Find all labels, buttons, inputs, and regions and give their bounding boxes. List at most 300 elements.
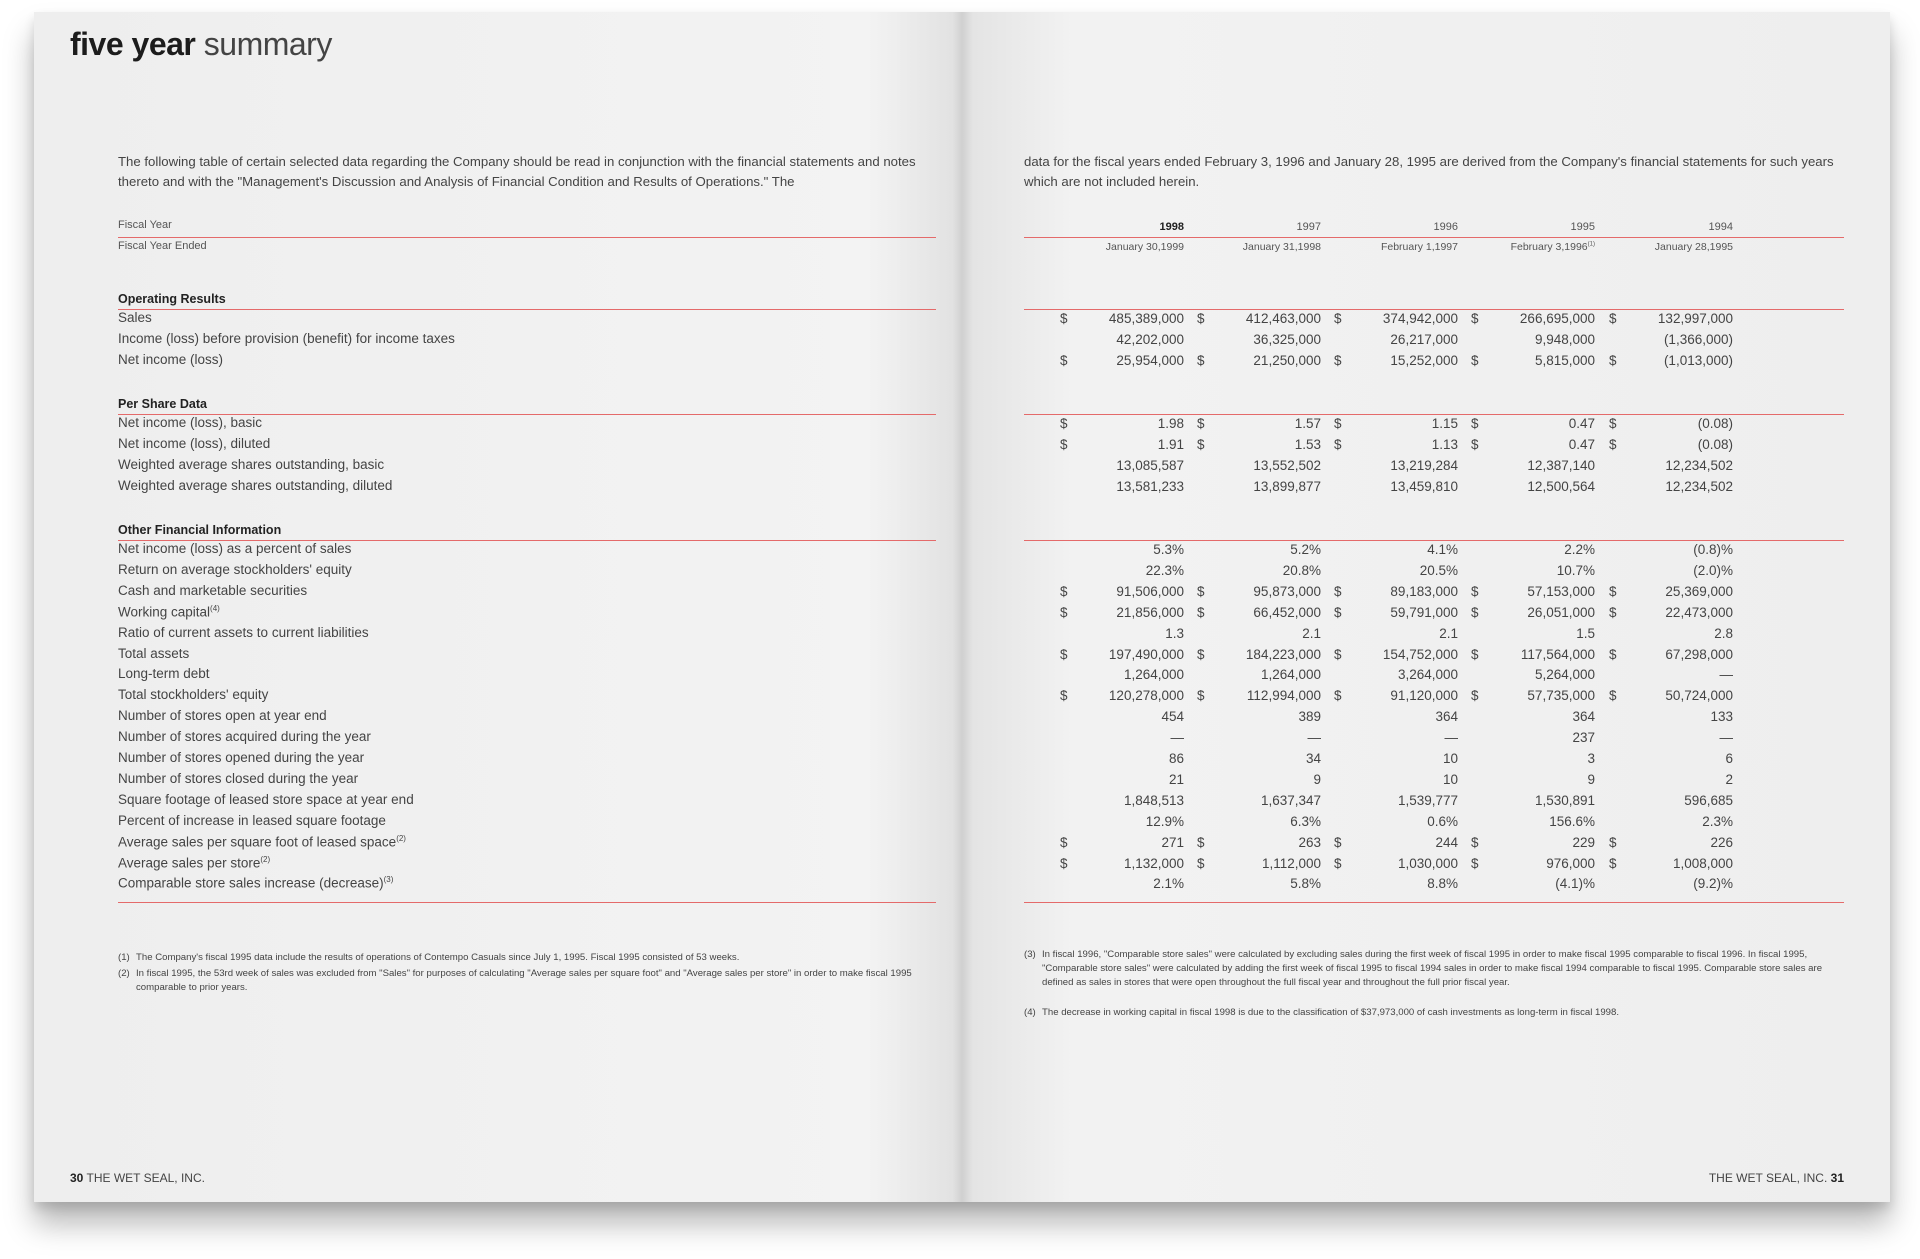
currency-sign: $ (1334, 834, 1342, 850)
table-cell (1471, 856, 1595, 874)
cell-value: 374,942,000 (1382, 311, 1458, 326)
page-number-right: 31 (1830, 1171, 1844, 1185)
cell-value: 21,856,000 (1116, 604, 1184, 620)
table-cell (1197, 479, 1321, 497)
table-cell (1334, 793, 1458, 811)
cell-value: (1,366,000) (1663, 331, 1733, 347)
table-cell (1471, 542, 1595, 560)
row-label (118, 646, 189, 661)
cell-value: 1.13 (1431, 436, 1458, 452)
section-rule-right (1024, 414, 1844, 415)
currency-sign: $ (1334, 604, 1342, 620)
table-cell (1060, 667, 1184, 685)
currency-sign: $ (1334, 416, 1342, 431)
table-cell (1334, 332, 1458, 350)
cell-value: 133 (1710, 709, 1733, 725)
table-cell (1334, 772, 1458, 790)
row-label-text: Weighted average shares outstanding, diluted (118, 477, 393, 493)
cell-value: 42,202,000 (1116, 331, 1184, 347)
table-cell (1334, 353, 1458, 371)
cell-value: 0.6% (1427, 813, 1458, 829)
cell-value: 3,264,000 (1397, 667, 1458, 683)
cell-value: 596,685 (1684, 792, 1733, 808)
table-cell (1334, 458, 1458, 476)
cell-value: 1,112,000 (1261, 855, 1321, 871)
table-cell (1334, 730, 1458, 748)
cell-value: 1,132,000 (1123, 855, 1184, 871)
row-label (118, 331, 455, 346)
row-label (118, 604, 220, 620)
cell-value: 66,452,000 (1253, 604, 1321, 620)
table-cell (1471, 814, 1595, 832)
cell-value: 229 (1572, 834, 1595, 850)
table-cell (1060, 856, 1184, 874)
table-cell (1197, 667, 1321, 685)
cell-value: 5,264,000 (1534, 667, 1595, 683)
cell-value: 1,539,777 (1397, 792, 1458, 808)
currency-sign: $ (1334, 311, 1342, 326)
table-cell (1334, 479, 1458, 497)
cell-value: 132,997,000 (1657, 311, 1733, 326)
currency-sign: $ (1471, 583, 1479, 599)
column-year-ended-text: January 28,1995 (1654, 241, 1733, 253)
currency-sign: $ (1609, 604, 1617, 620)
footnote-text: The decrease in working capital in fiscal 1998 is due to the classification of $37,973,000 of cash investments as long-term in fiscal 1998. (1042, 1007, 1620, 1018)
column-year-ended-text: January 30,1999 (1105, 241, 1184, 253)
cell-value: 22.3% (1145, 562, 1184, 578)
column-year-ended (1328, 241, 1458, 253)
cell-value: 10 (1442, 771, 1458, 787)
cell-value: 2.2% (1564, 542, 1595, 557)
cell-value: 91,120,000 (1390, 688, 1458, 704)
cell-value: 57,735,000 (1527, 688, 1595, 704)
table-cell (1471, 311, 1595, 329)
currency-sign: $ (1609, 436, 1617, 452)
cell-value: 12,387,140 (1527, 457, 1595, 473)
table-cell (1197, 437, 1321, 455)
table-cell (1060, 751, 1184, 769)
footnote-number: (3) (1024, 949, 1036, 960)
table-cell (1197, 332, 1321, 350)
table-cell (1060, 876, 1184, 894)
row-label (118, 625, 369, 640)
row-label-text: Number of stores opened during the year (118, 750, 365, 765)
column-footnote-ref: (1) (1587, 241, 1595, 248)
cell-value: 8.8% (1427, 876, 1458, 892)
row-label-text: Return on average stockholders' equity (118, 561, 352, 577)
footnote (1024, 948, 1844, 990)
currency-sign: $ (1471, 855, 1479, 871)
table-cell (1197, 688, 1321, 706)
column-year-ended (1603, 241, 1733, 253)
table-cell (1060, 772, 1184, 790)
table-cell (1060, 835, 1184, 853)
cell-value: 5.2% (1290, 542, 1321, 557)
cell-value: 156.6% (1549, 813, 1595, 829)
cell-value: 5.8% (1290, 876, 1321, 892)
table-cell (1334, 542, 1458, 560)
table-cell (1334, 563, 1458, 581)
cell-value: 25,954,000 (1116, 352, 1184, 368)
cell-value: 1,008,000 (1672, 855, 1733, 871)
table-cell (1609, 751, 1733, 769)
cell-value: 1.91 (1157, 436, 1184, 452)
cell-value: 244 (1435, 834, 1458, 850)
table-cell (1197, 353, 1321, 371)
cell-value: 197,490,000 (1108, 646, 1184, 662)
table-cell (1609, 667, 1733, 685)
cell-value: 454 (1161, 709, 1184, 725)
footnote-text: The Company's fiscal 1995 data include the results of operations of Contempo Casuals since July 1, 1995. Fiscal 1995 consisted of 53 weeks. (136, 952, 740, 963)
row-label (118, 478, 392, 493)
row-label-text: Sales (118, 310, 152, 325)
currency-sign: $ (1471, 646, 1479, 662)
currency-sign: $ (1334, 646, 1342, 662)
row-label-text: Working capital (118, 604, 211, 620)
row-label-text: Number of stores closed during the year (118, 770, 359, 786)
cell-value: — (1307, 730, 1321, 746)
table-cell (1471, 772, 1595, 790)
cell-value: 12.9% (1145, 813, 1184, 829)
cell-value: 1,637,347 (1260, 792, 1321, 808)
currency-sign: $ (1609, 352, 1617, 368)
column-year-ended (1191, 241, 1321, 253)
table-cell (1060, 688, 1184, 706)
table-cell (1060, 814, 1184, 832)
header-rule-right (1024, 237, 1844, 238)
table-cell (1471, 709, 1595, 727)
cell-value: 3 (1587, 751, 1595, 766)
cell-value: 15,252,000 (1390, 352, 1458, 368)
currency-sign: $ (1197, 436, 1205, 452)
row-label (118, 687, 268, 702)
cell-value: 237 (1572, 730, 1595, 746)
table-cell (1471, 876, 1595, 894)
row-label-text: Ratio of current assets to current liabilities (118, 624, 369, 640)
row-label-text: Income (loss) before provision (benefit) for income taxes (118, 330, 455, 346)
cell-value: 50,724,000 (1665, 688, 1733, 704)
currency-sign: $ (1334, 436, 1342, 452)
table-cell (1197, 793, 1321, 811)
table-cell (1609, 311, 1733, 329)
cell-value: 271 (1161, 834, 1184, 850)
cell-value: (0.08) (1697, 436, 1733, 452)
bottom-rule-left (118, 902, 936, 903)
table-cell (1197, 626, 1321, 644)
cell-value: 12,500,564 (1527, 478, 1595, 494)
column-year: 1994 (1708, 221, 1733, 233)
currency-sign: $ (1060, 646, 1068, 662)
table-cell (1334, 584, 1458, 602)
table-cell (1471, 458, 1595, 476)
cell-value: 22,473,000 (1665, 604, 1733, 620)
cell-value: 26,051,000 (1527, 604, 1595, 620)
row-label-text: Number of stores open at year end (118, 708, 327, 724)
cell-value: 12,234,502 (1665, 478, 1733, 494)
table-cell (1060, 605, 1184, 623)
table-cell (1471, 479, 1595, 497)
table-cell (1197, 647, 1321, 665)
currency-sign: $ (1471, 416, 1479, 431)
cell-value: (9.2)% (1693, 876, 1733, 892)
table-cell (1609, 563, 1733, 581)
cell-value: 1,264,000 (1123, 667, 1184, 683)
cell-value: 13,085,587 (1116, 457, 1184, 473)
cell-value: 26,217,000 (1390, 331, 1458, 347)
currency-sign: $ (1609, 855, 1617, 871)
cell-value: 2.3% (1702, 813, 1733, 829)
currency-sign: $ (1471, 311, 1479, 326)
cell-value: 89,183,000 (1390, 583, 1458, 599)
cell-value: (0.08) (1697, 416, 1733, 431)
cell-value: 364 (1435, 709, 1458, 725)
cell-value: 9 (1313, 771, 1321, 787)
table-cell (1060, 416, 1184, 434)
currency-sign: $ (1609, 688, 1617, 704)
cell-value: 364 (1572, 709, 1595, 725)
footer-right (1709, 1171, 1844, 1185)
currency-sign: $ (1060, 416, 1068, 431)
column-year-ended (1054, 241, 1184, 253)
footnote-text: In fiscal 1995, the 53rd week of sales was excluded from "Sales" for purposes of calculating "Average sales per square foot" and "Average sales per store" in order to make fiscal 1995 comparable to prior years. (136, 968, 912, 993)
currency-sign: $ (1197, 352, 1205, 368)
table-cell (1334, 856, 1458, 874)
row-label-text: Net income (loss), basic (118, 415, 263, 430)
header-rule-left (118, 237, 936, 238)
cell-value: 59,791,000 (1390, 604, 1458, 620)
section-rule-right (1024, 309, 1844, 310)
currency-sign: $ (1197, 688, 1205, 704)
table-cell (1334, 667, 1458, 685)
cell-value: 2.1% (1153, 876, 1184, 892)
table-cell (1334, 416, 1458, 434)
row-label-text: Square footage of leased store space at year end (118, 791, 414, 807)
cell-value: 13,219,284 (1390, 457, 1458, 473)
table-cell (1609, 772, 1733, 790)
column-year: 1997 (1296, 221, 1321, 233)
cell-value: 4.1% (1427, 542, 1458, 557)
row-label-text: Total assets (118, 645, 190, 661)
cell-value: 6.3% (1290, 813, 1321, 829)
table-cell (1471, 667, 1595, 685)
table-cell (1197, 542, 1321, 560)
footer-left (70, 1171, 205, 1185)
table-cell (1334, 835, 1458, 853)
table-cell (1609, 332, 1733, 350)
row-label-text: Average sales per store (118, 855, 261, 870)
footer-company-right: THE WET SEAL, INC. (1708, 1171, 1828, 1185)
row-label (118, 583, 307, 598)
table-cell (1471, 353, 1595, 371)
cell-value: 91,506,000 (1116, 583, 1184, 599)
cell-value: 21,250,000 (1253, 352, 1321, 368)
row-label (118, 792, 414, 807)
right-page (962, 12, 1890, 1202)
row-label-text: Percent of increase in leased square footage (118, 812, 386, 828)
cell-value: 1,264,000 (1260, 667, 1321, 683)
table-cell (1609, 416, 1733, 434)
row-footnote-ref: (2) (396, 833, 406, 843)
currency-sign: $ (1197, 855, 1205, 871)
table-cell (1334, 647, 1458, 665)
footnote-number: (2) (118, 968, 130, 979)
row-label-text: Net income (loss), diluted (118, 435, 271, 451)
row-label (118, 875, 393, 891)
cell-value: 263 (1298, 834, 1321, 850)
currency-sign: $ (1334, 352, 1342, 368)
table-cell (1471, 835, 1595, 853)
table-cell (1197, 835, 1321, 853)
cell-value: 1.53 (1294, 436, 1321, 452)
table-cell (1060, 437, 1184, 455)
table-cell (1471, 332, 1595, 350)
section-rule-left (118, 309, 936, 310)
table-cell (1060, 793, 1184, 811)
section-title: Per Share Data (118, 397, 207, 411)
row-label-text: Long-term debt (118, 666, 210, 682)
cell-value: 1.98 (1157, 416, 1184, 431)
row-label (118, 813, 386, 828)
table-cell (1197, 311, 1321, 329)
row-label (118, 457, 384, 472)
currency-sign: $ (1197, 416, 1205, 431)
table-cell (1609, 876, 1733, 894)
table-cell (1060, 542, 1184, 560)
row-label-text: Total stockholders' equity (118, 687, 269, 703)
table-cell (1334, 605, 1458, 623)
table-cell (1334, 437, 1458, 455)
cell-value: (0.8)% (1693, 542, 1733, 557)
cell-value: (1,013,000) (1663, 352, 1733, 368)
cell-value: 2.1 (1302, 625, 1321, 641)
cell-value: 0.47 (1568, 436, 1595, 452)
table-cell (1471, 416, 1595, 434)
cell-value: 117,564,000 (1520, 646, 1595, 662)
currency-sign: $ (1471, 688, 1479, 704)
table-cell (1609, 709, 1733, 727)
footnote (118, 951, 938, 965)
table-cell (1060, 332, 1184, 350)
cell-value: — (1719, 730, 1733, 746)
cell-value: 21 (1168, 771, 1184, 787)
cell-value: 1.57 (1294, 416, 1321, 431)
currency-sign: $ (1471, 834, 1479, 850)
table-cell (1197, 605, 1321, 623)
row-label (118, 352, 223, 367)
cell-value: 1,530,891 (1534, 792, 1595, 808)
row-label (118, 771, 358, 786)
intro-right: data for the fiscal years ended February 3, 1996 and January 28, 1995 are derived from the Company's financial statements for such years which are not included herein. (1024, 154, 1834, 189)
table-cell (1334, 709, 1458, 727)
footnote-text: In fiscal 1996, "Comparable store sales" were calculated by excluding sales during the first week of fiscal 1995 in order to make fiscal 1995 comparable to fiscal 1996. In fiscal 1995, "Comparable store sales" were calculated by adding the first week of fiscal 1995 to fiscal 1994 sales in order to make fiscal 1994 comparable to fiscal 1995. Comparable store sales are defined as sales in stores that were open throughout the full fiscal year and throughout the full prior fiscal year. (1042, 949, 1823, 988)
currency-sign: $ (1197, 583, 1205, 599)
cell-value: 2.8 (1714, 625, 1733, 641)
cell-value: 13,552,502 (1253, 457, 1321, 473)
row-label-text: Cash and marketable securities (118, 582, 308, 598)
table-cell (1471, 563, 1595, 581)
row-label (118, 310, 152, 325)
cell-value: 57,153,000 (1527, 583, 1595, 599)
table-cell (1197, 751, 1321, 769)
cell-value: 120,278,000 (1108, 688, 1184, 704)
cell-value: 67,298,000 (1665, 646, 1733, 662)
table-cell (1334, 688, 1458, 706)
currency-sign: $ (1334, 855, 1342, 871)
cell-value: (2.0)% (1693, 562, 1733, 578)
table-cell (1609, 605, 1733, 623)
cell-value: 34 (1305, 751, 1321, 766)
currency-sign: $ (1060, 583, 1068, 599)
cell-value: 95,873,000 (1253, 583, 1321, 599)
table-cell (1609, 688, 1733, 706)
table-cell (1471, 730, 1595, 748)
table-cell (1609, 479, 1733, 497)
footnote (1024, 1006, 1844, 1020)
row-label-text: Net income (loss) (118, 351, 224, 367)
row-label (118, 729, 371, 744)
cell-value: 226 (1710, 834, 1733, 850)
currency-sign: $ (1197, 311, 1205, 326)
row-label (118, 708, 327, 723)
footer-company-left: THE WET SEAL, INC. (86, 1171, 205, 1185)
table-cell (1471, 437, 1595, 455)
cell-value: 112,994,000 (1246, 688, 1321, 704)
column-year-ended (1465, 241, 1595, 253)
cell-value: 5.3% (1153, 542, 1184, 557)
cell-value: 1,030,000 (1397, 855, 1458, 871)
cell-value: 9,948,000 (1534, 331, 1595, 347)
table-cell (1609, 814, 1733, 832)
currency-sign: $ (1060, 352, 1068, 368)
currency-sign: $ (1609, 583, 1617, 599)
table-cell (1609, 458, 1733, 476)
table-cell (1060, 709, 1184, 727)
table-cell (1609, 584, 1733, 602)
fiscal-year-label: Fiscal Year (118, 219, 172, 231)
column-year: 1998 (1159, 221, 1184, 233)
table-cell (1471, 647, 1595, 665)
cell-value: 2.1 (1439, 625, 1458, 641)
fiscal-year-ended-label: Fiscal Year Ended (118, 240, 207, 252)
currency-sign: $ (1060, 834, 1068, 850)
cell-value: 13,459,810 (1390, 478, 1458, 494)
column-year-ended-text: February 1,1997 (1380, 241, 1458, 253)
cell-value: — (1170, 730, 1184, 746)
table-cell (1197, 876, 1321, 894)
cell-value: 9 (1587, 771, 1595, 787)
row-label-text: Comparable store sales increase (decrease) (118, 875, 384, 891)
cell-value: 12,234,502 (1665, 457, 1733, 473)
currency-sign: $ (1334, 583, 1342, 599)
table-cell (1060, 479, 1184, 497)
cell-value: 2 (1725, 771, 1733, 787)
cell-value: 20.8% (1282, 562, 1321, 578)
row-label (118, 834, 406, 850)
section-rule-right (1024, 540, 1844, 541)
table-cell (1197, 709, 1321, 727)
cell-value: 10.7% (1556, 562, 1595, 578)
row-label-text: Average sales per square foot of leased space (118, 834, 397, 850)
table-cell (1197, 416, 1321, 434)
cell-value: — (1444, 730, 1458, 746)
footnote (118, 967, 938, 995)
table-cell (1609, 835, 1733, 853)
cell-value: 412,463,000 (1245, 311, 1321, 326)
table-cell (1197, 730, 1321, 748)
cell-value: 20.5% (1419, 562, 1458, 578)
column-year-ended-text: February 3,1996 (1510, 241, 1588, 253)
table-cell (1060, 647, 1184, 665)
